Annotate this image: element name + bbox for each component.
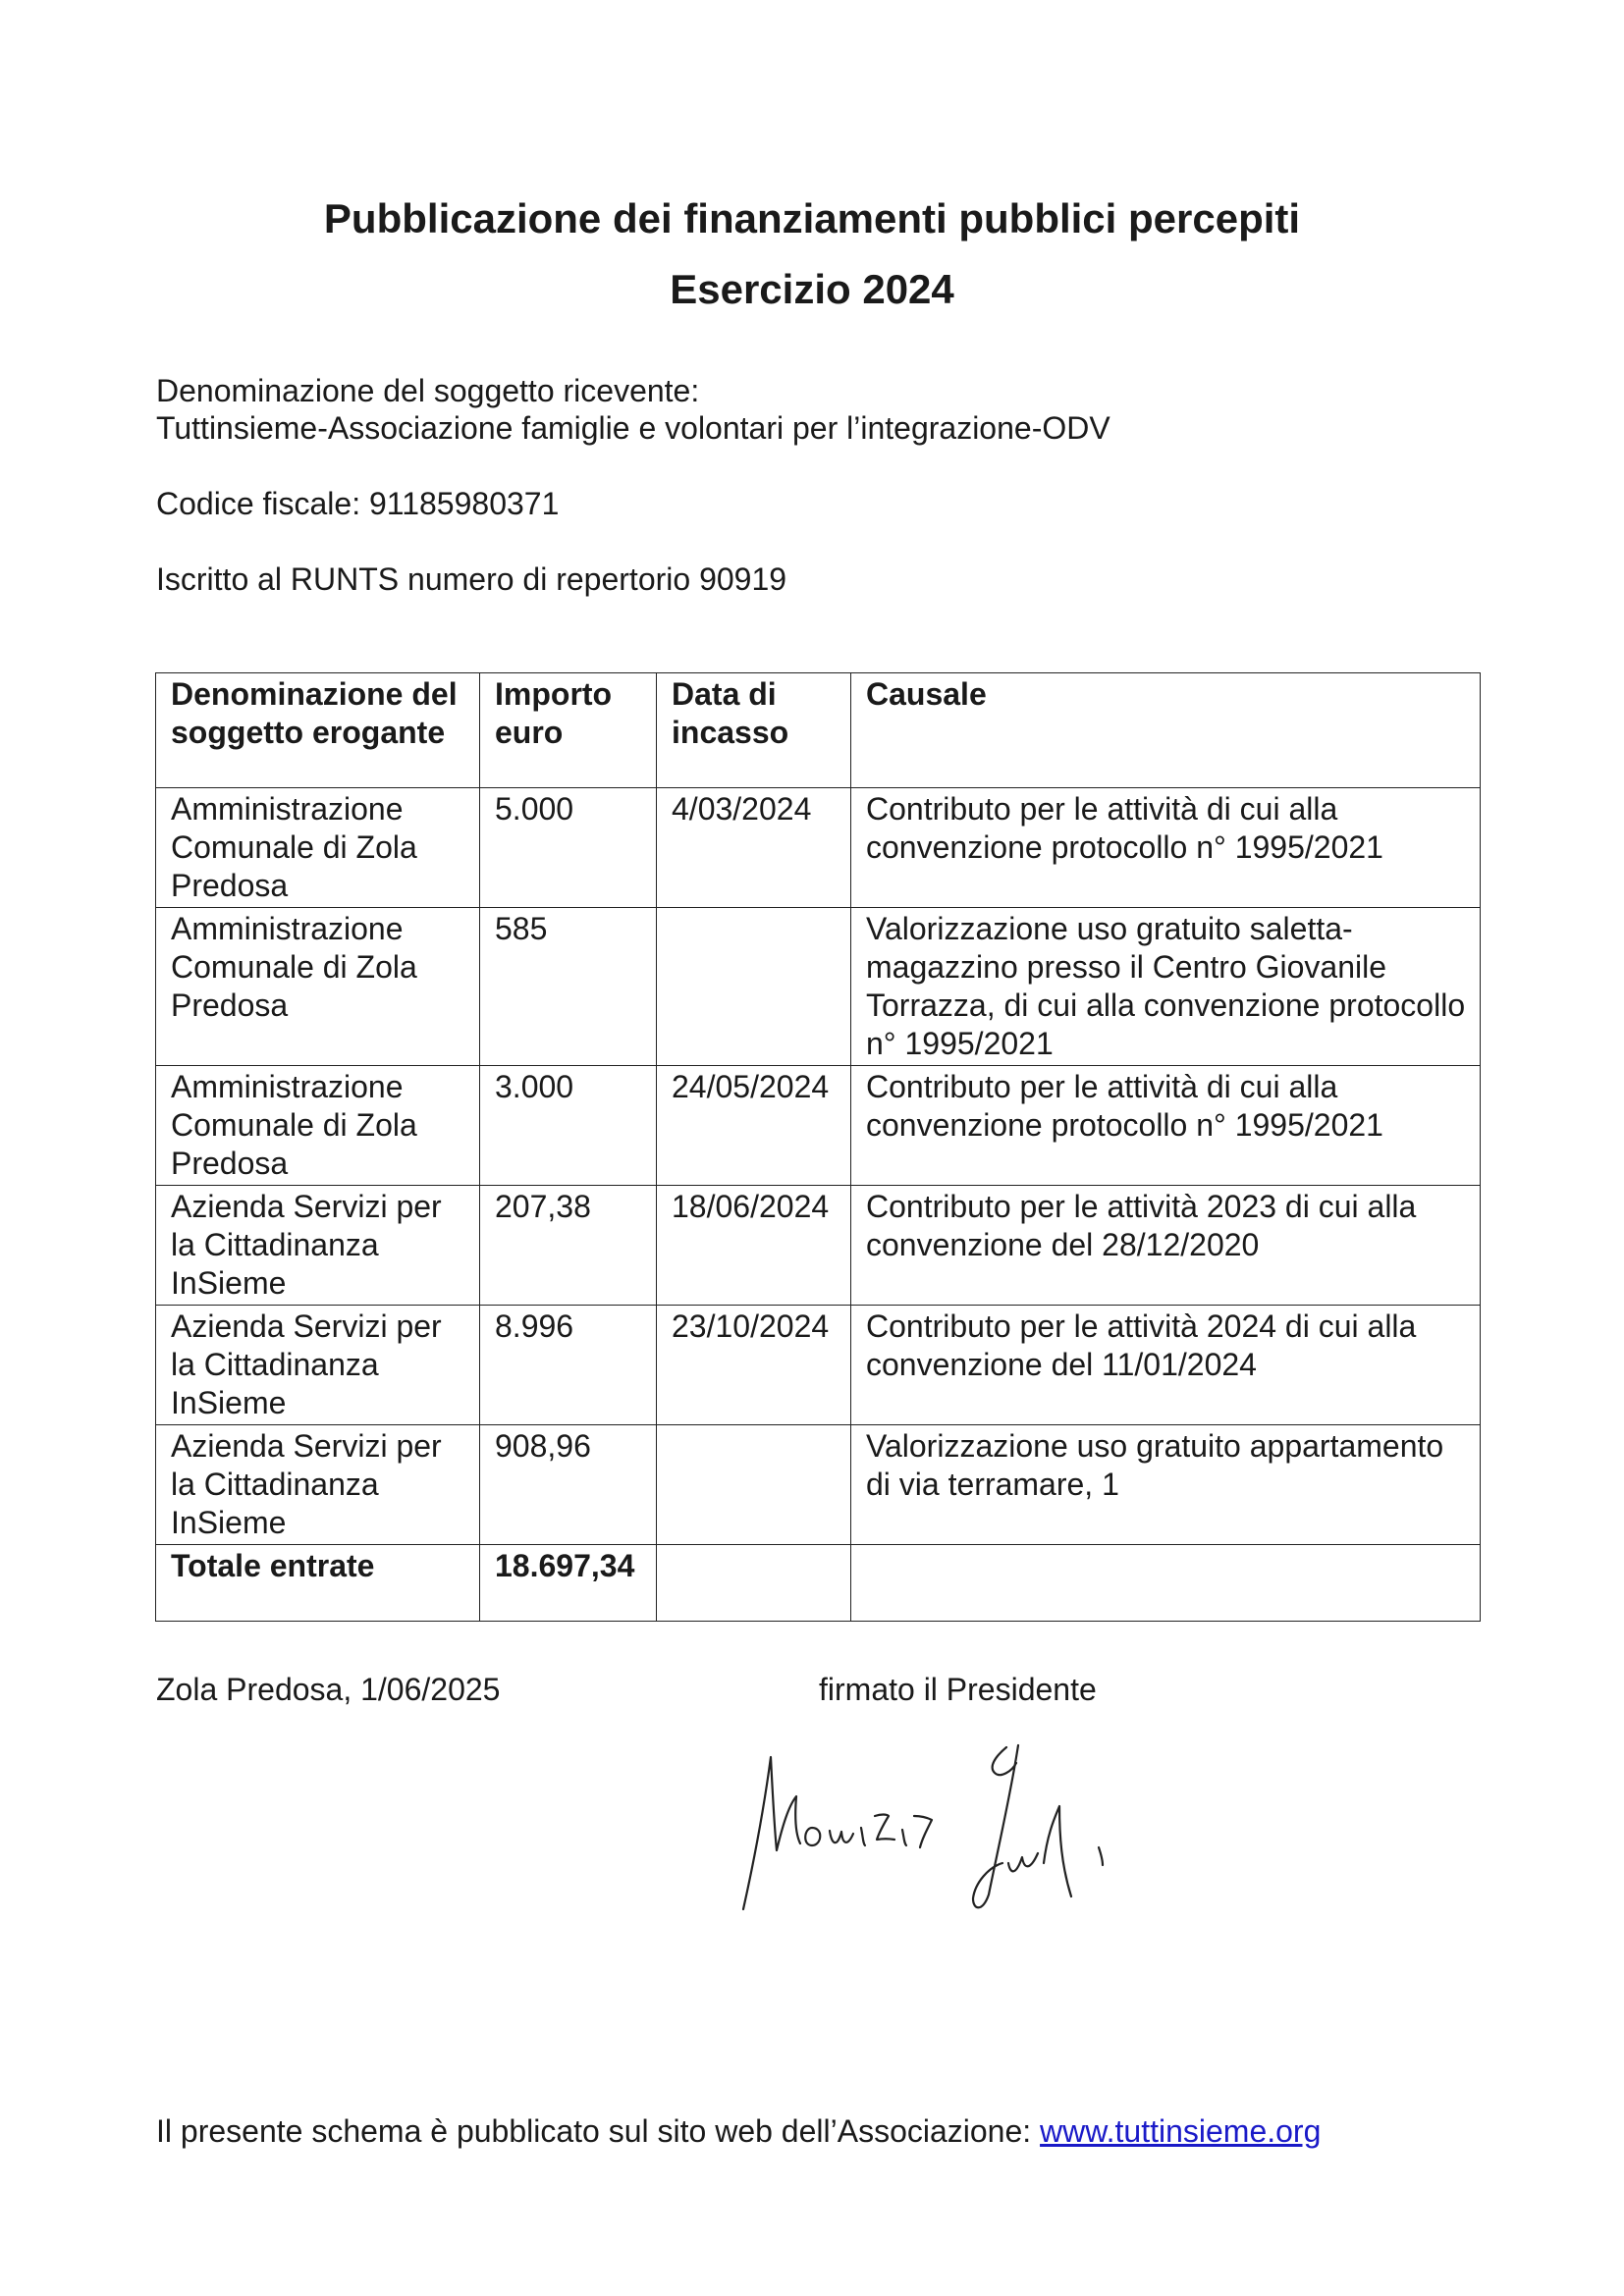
cell-causale: Contributo per le attività 2024 di cui alla convenzione del 11/01/2024 [851,1306,1481,1425]
document-title: Pubblicazione dei finanziamenti pubblici percepiti [323,195,1301,241]
cell-data: 4/03/2024 [657,788,851,908]
cell-causale: Contributo per le attività di cui alla convenzione protocollo n° 1995/2021 [851,1066,1481,1186]
signed-by: firmato il Presidente [819,1672,1097,1707]
cell-ente: Amministrazione Comunale di Zola Predosa [156,1066,480,1186]
total-empty-cell [657,1545,851,1622]
cell-importo: 585 [480,908,657,1066]
cell-ente: Amministrazione Comunale di Zola Predosa [156,788,480,908]
footer-text: Il presente schema è pubblicato sul sito web dell’Associazione: [156,2113,1041,2149]
document-subtitle: Esercizio 2024 [670,266,954,312]
cell-ente: Amministrazione Comunale di Zola Predosa [156,908,480,1066]
cell-ente: Azienda Servizi per la Cittadinanza InSieme [156,1306,480,1425]
header-importo: Importo euro [480,673,657,788]
total-empty-cell [851,1545,1481,1622]
recipient-label: Denominazione del soggetto ricevente: [156,373,700,408]
table-header-row [156,673,1481,788]
cell-data: 18/06/2024 [657,1186,851,1306]
website-link[interactable]: www.tuttinsieme.org [1040,2113,1322,2149]
cell-ente: Azienda Servizi per la Cittadinanza InSieme [156,1425,480,1545]
cell-causale: Contributo per le attività 2023 di cui alla convenzione del 28/12/2020 [851,1186,1481,1306]
table-row [156,1066,1481,1186]
runts-registration: Iscritto al RUNTS numero di repertorio 90919 [156,561,787,597]
cell-importo: 908,96 [480,1425,657,1545]
table-row [156,1425,1481,1545]
recipient-name: Tuttinsieme-Associazione famiglie e volontari per l’integrazione-ODV [156,410,1110,446]
place-date: Zola Predosa, 1/06/2025 [156,1672,501,1707]
header-data: Data di incasso [657,673,851,788]
table-row [156,1306,1481,1425]
funding-table [155,672,1481,1622]
cell-data: 24/05/2024 [657,1066,851,1186]
cell-causale: Valorizzazione uso gratuito saletta-magazzino presso il Centro Giovanile Torrazza, di cui alla convenzione protocollo n° 1995/2021 [851,908,1481,1066]
cell-importo: 3.000 [480,1066,657,1186]
footer-note [156,2112,1321,2150]
signature [731,1737,1164,1934]
header-causale: Causale [851,673,1481,788]
table-row [156,1186,1481,1306]
table-row [156,908,1481,1066]
cell-data [657,908,851,1066]
cell-causale: Contributo per le attività di cui alla convenzione protocollo n° 1995/2021 [851,788,1481,908]
total-value: 18.697,34 [480,1545,657,1622]
cell-causale: Valorizzazione uso gratuito appartamento di via terramare, 1 [851,1425,1481,1545]
cell-data: 23/10/2024 [657,1306,851,1425]
cell-importo: 207,38 [480,1186,657,1306]
tax-code: Codice fiscale: 91185980371 [156,486,560,521]
cell-importo: 5.000 [480,788,657,908]
total-label: Totale entrate [156,1545,480,1622]
cell-importo: 8.996 [480,1306,657,1425]
cell-ente: Azienda Servizi per la Cittadinanza InSieme [156,1186,480,1306]
cell-data [657,1425,851,1545]
table-row [156,788,1481,908]
header-ente: Denominazione del soggetto erogante [156,673,480,788]
total-row [156,1545,1481,1622]
